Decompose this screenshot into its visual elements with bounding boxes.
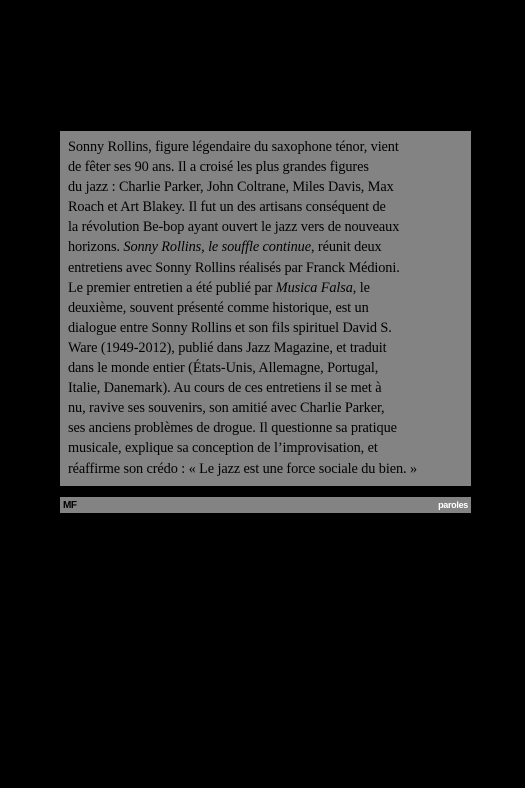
- blurb-line: Italie, Danemark). Au cours de ces entretiens il se met à: [68, 380, 382, 397]
- blurb-line: Roach et Art Blakey. Il fut un des artisans conséquent de: [68, 199, 386, 216]
- blurb-line: nu, ravive ses souvenirs, son amitié avec Charlie Parker,: [68, 400, 385, 417]
- series-label: paroles: [438, 500, 468, 510]
- blurb-line: Le premier entretien a été publié par Musica Falsa, le: [68, 279, 370, 296]
- blurb-line: réaffirme son crédo : « Le jazz est une force sociale du bien. »: [68, 460, 418, 477]
- blurb-line: dialogue entre Sonny Rollins et son fils spirituel David S.: [68, 319, 392, 336]
- back-cover-blurb: [60, 131, 471, 486]
- blurb-line: du jazz : Charlie Parker, John Coltrane, Miles Davis, Max: [68, 179, 394, 196]
- blurb-line: entretiens avec Sonny Rollins réalisés par Franck Médioni.: [68, 259, 400, 276]
- blurb-line: de fêter ses 90 ans. Il a croisé les plus grandes figures: [68, 159, 369, 176]
- blurb-line: ses anciens problèmes de drogue. Il questionne sa pratique: [68, 420, 397, 437]
- blurb-line: la révolution Be-bop ayant ouvert le jazz vers de nouveaux: [68, 219, 400, 236]
- publisher-logo: MF: [63, 499, 77, 511]
- blurb-line: Ware (1949-2012), publié dans Jazz Magazine, et traduit: [68, 339, 387, 356]
- blurb-text: [68, 137, 463, 479]
- blurb-line: horizons. Sonny Rollins, le souffle continue, réunit deux: [68, 239, 382, 256]
- publisher-bar: [60, 497, 471, 513]
- blurb-line: dans le monde entier (États-Unis, Allemagne, Portugal,: [68, 360, 379, 377]
- blurb-line: musicale, explique sa conception de l’improvisation, et: [68, 440, 378, 457]
- blurb-line: Sonny Rollins, figure légendaire du saxophone ténor, vient: [68, 139, 399, 155]
- blurb-line: deuxième, souvent présenté comme historique, est un: [68, 299, 369, 316]
- book-title: Sonny Rollins, le souffle continue: [123, 239, 311, 256]
- publisher-name: Musica Falsa: [275, 279, 353, 296]
